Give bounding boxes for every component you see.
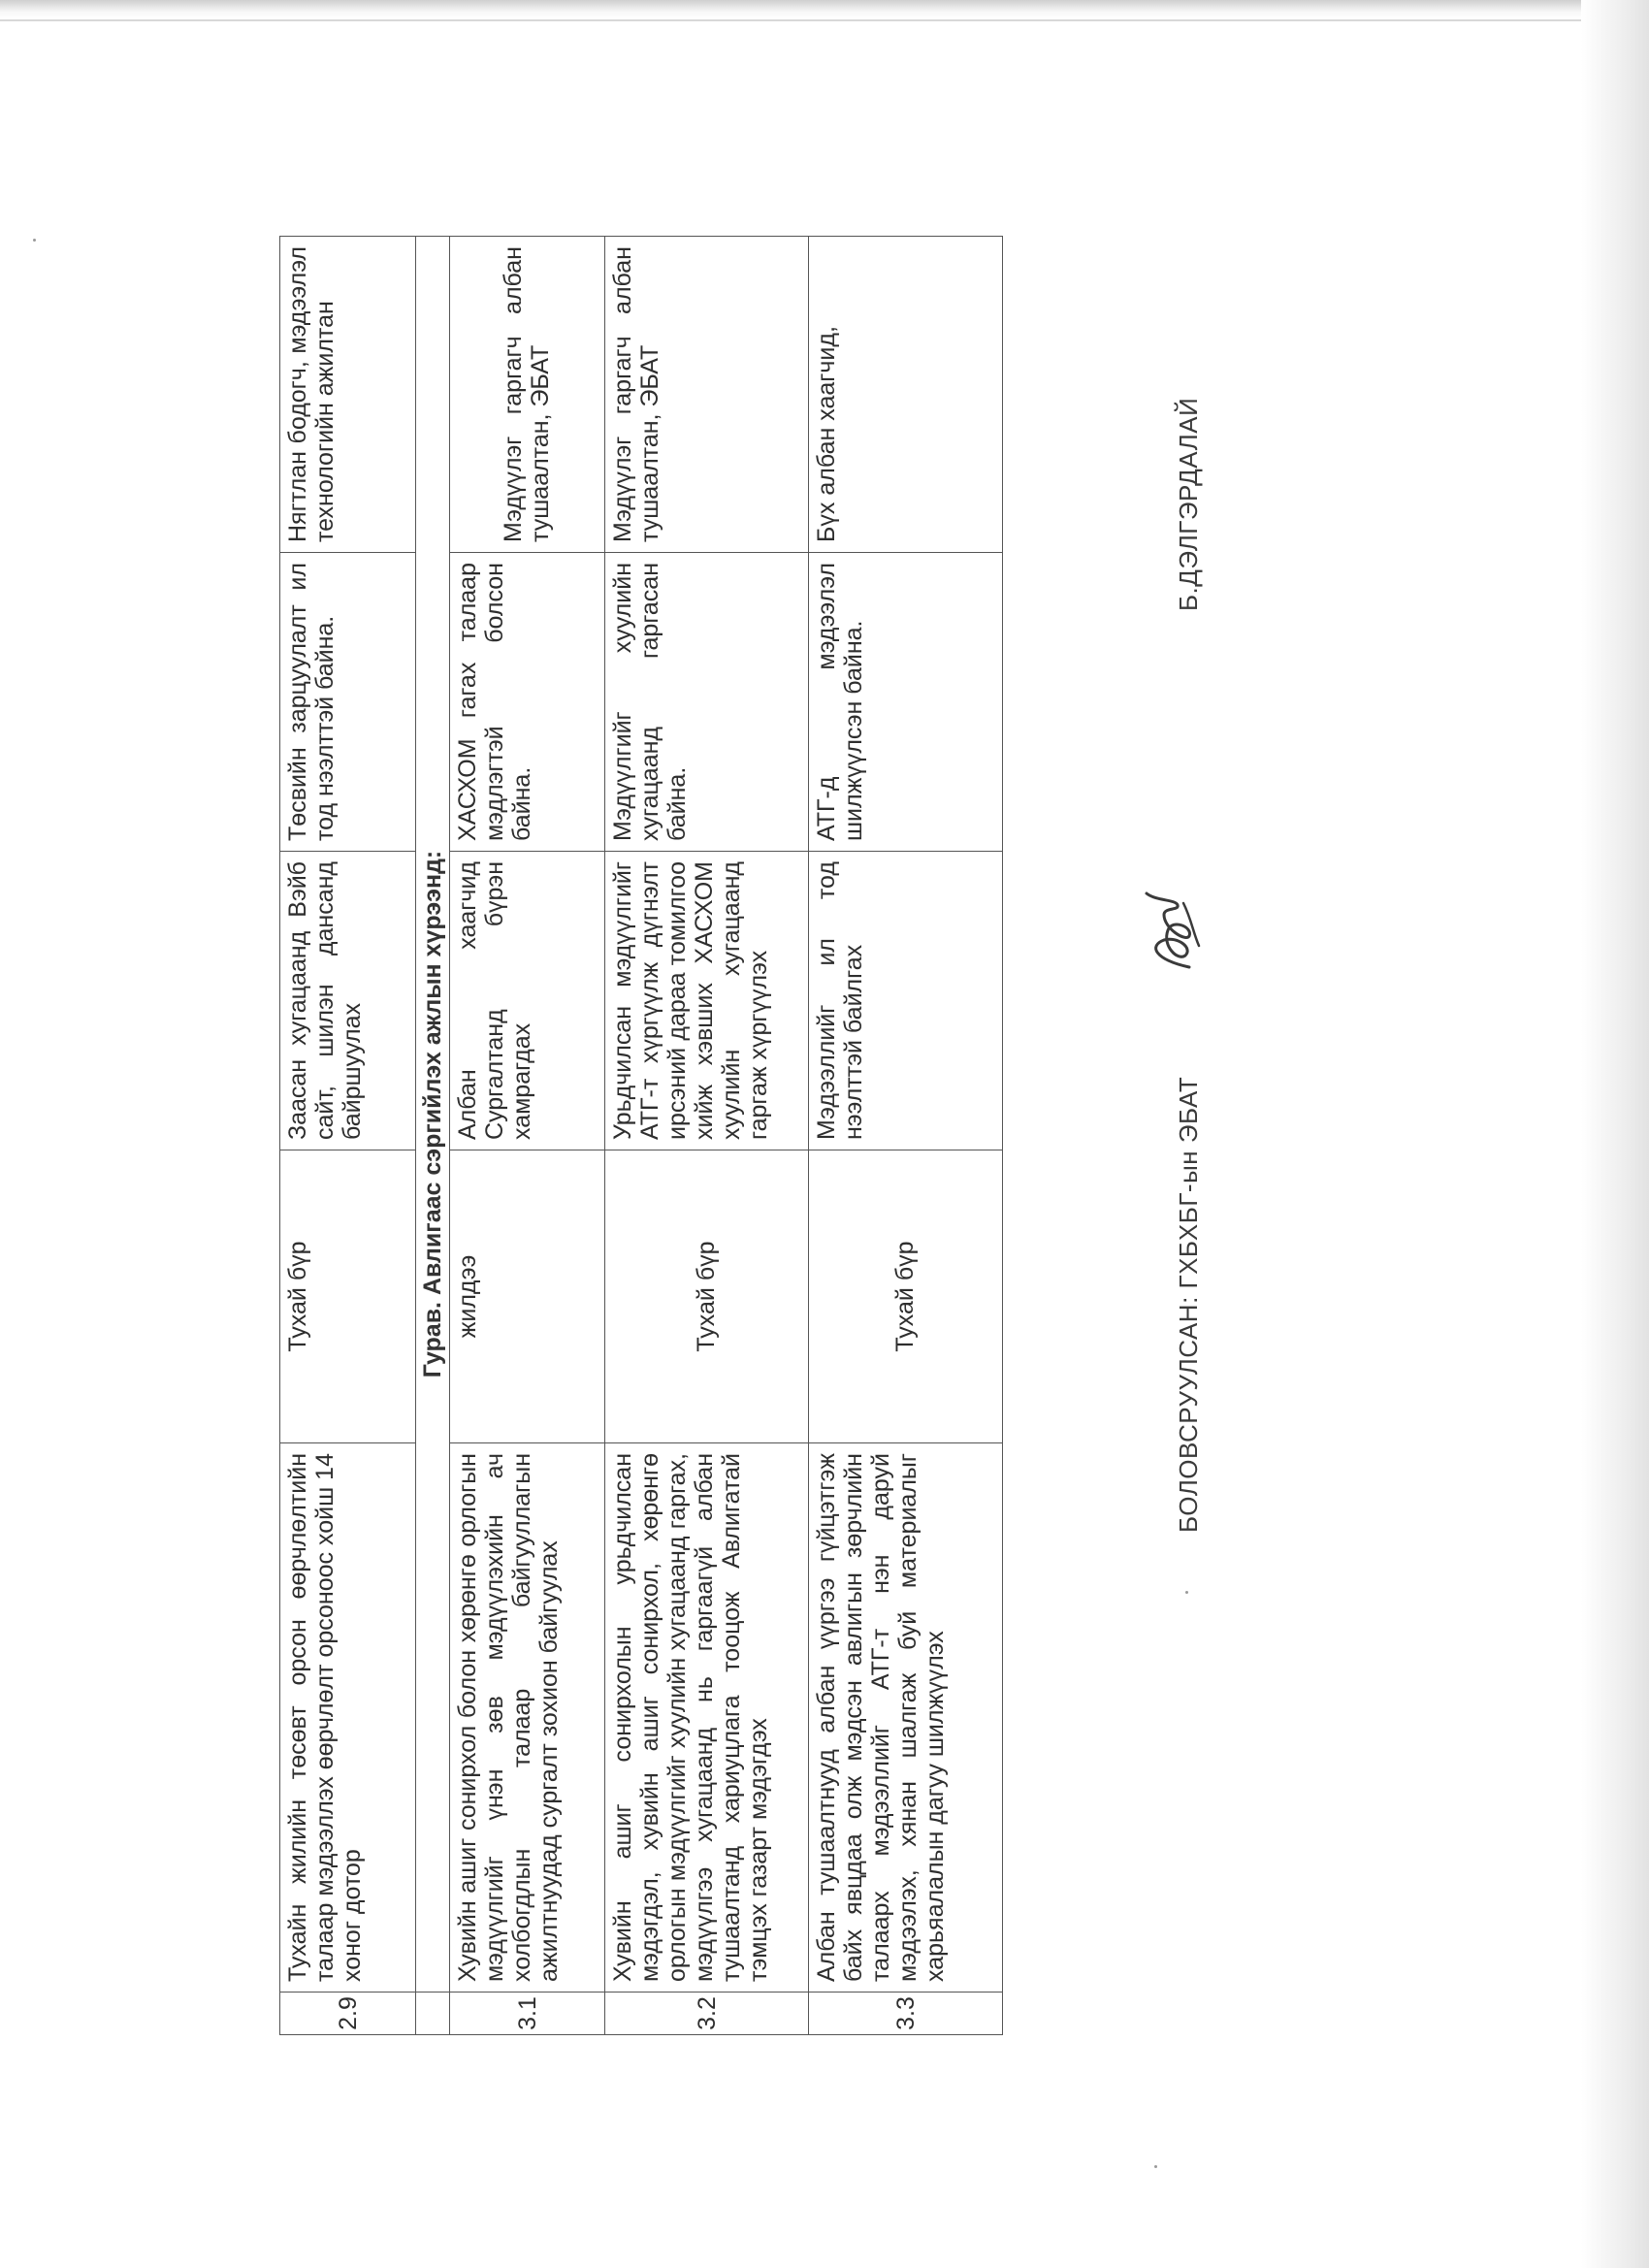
scan-speck [1185,1591,1188,1594]
activity-cell: Хувийн ашиг сонирхолын урьдчилсан мэдэгдэл, хувийн ашиг сонирхол, хөрөнгө орлогын мэдүүлгийг хуулийн хугацаанд гаргах, мэдүүлгээ хугацаанд нь гаргаагүй албан тушаалтанд хариуцлага тооцож Авлигатай тэмцэх газарт мэдэгдэх [605,1443,809,1993]
term-cell: Тухай бүр [280,1150,416,1443]
scan-speck [33,239,36,242]
action-cell: Заасан хугацаанд Вэйб сайт, шилэн дансанд байршуулах [280,852,416,1150]
activity-cell: Албан тушаалтнууд албан үүргээ гүйцэтгэж байх явцдаа олж мэдсэн авлигын зөрчлийн талаарх мэдээллийг АТГ-т нэн даруй мэдээлэх, хянан шалгаж буй материалыг харьяалалын дагуу шилжүүлэх [809,1443,1003,1993]
responsible-cell: Нягтлан бодогч, мэдээлэл технологийн ажилтан [280,237,416,553]
section-header-row [416,237,450,2035]
table-row [809,237,1003,2035]
outcome-cell: АТГ-д мэдээлэл шилжүүлсэн байна. [809,553,1003,852]
section-number-empty [416,1993,450,2035]
row-number: 3.3 [809,1993,1003,2035]
term-cell: Тухай бүр [809,1150,1003,1443]
scan-speck [1154,2165,1157,2168]
row-number: 3.2 [605,1993,809,2035]
prepared-by-label: БОЛОВСРУУЛСАН: ГХБХБГ-ын ЭБАТ [1174,1076,1203,1533]
term-cell: жилдээ [450,1150,605,1443]
table-row [605,237,809,2035]
plan-table [279,236,1003,2035]
table-row [280,237,416,2035]
action-cell: Албан хаагчид Сургалтанд бүрэн хамрагдах [450,852,605,1150]
activity-cell: Хувийн ашиг сонирхол болон хөрөнгө орлогын мэдүүлгийг үнэн зөв мэдүүлэхийн ач холбогдлын талаар байгууллагын ажилтнуудад сургалт зохион байгуулах [450,1443,605,1993]
outcome-cell: Мэдүүлгийг хуулийн хугацаанд гаргасан байна. [605,553,809,852]
responsible-cell: Мэдүүлэг гаргагч албан тушаалтан, ЭБАТ [450,237,605,553]
outcome-cell: ХАСХОМ гагах талаар мэдлэгтэй болсон байна. [450,553,605,852]
responsible-cell: Бүх албан хаагчид, [809,237,1003,553]
action-cell: Мэдээллийг ил тод нээлттэй байлгах [809,852,1003,1150]
prepared-by-name: Б.ДЭЛГЭРДАЛАЙ [1174,397,1203,611]
row-number: 3.1 [450,1993,605,2035]
table-row [450,237,605,2035]
activity-cell: Тухайн жилийн төсөвт орсон өөрчлөлтийн талаар мэдээллэх өөрчлөлт орсоноос хойш 14 хоног дотор [280,1443,416,1993]
term-cell: Тухай бүр [605,1150,809,1443]
action-cell: Урьдчилсан мэдүүлгийг АТГ-т хүргүүлж дүгнэлт ирсэний дараа томилгоо хийж хэвших ХАСХОМ хуулийн хугацаанд гаргаж хүргүүлэх [605,852,809,1150]
section-title: Гурав. Авлигаас сэргийлэх ажлын хүрээнд: [416,237,450,1993]
outcome-cell: Төсвийн зарцуулалт ил тод нээлттэй байна. [280,553,416,852]
row-number: 2.9 [280,1993,416,2035]
signature-image [1135,888,1209,975]
responsible-cell: Мэдүүлэг гаргагч албан тушаалтан, ЭБАТ [605,237,809,553]
